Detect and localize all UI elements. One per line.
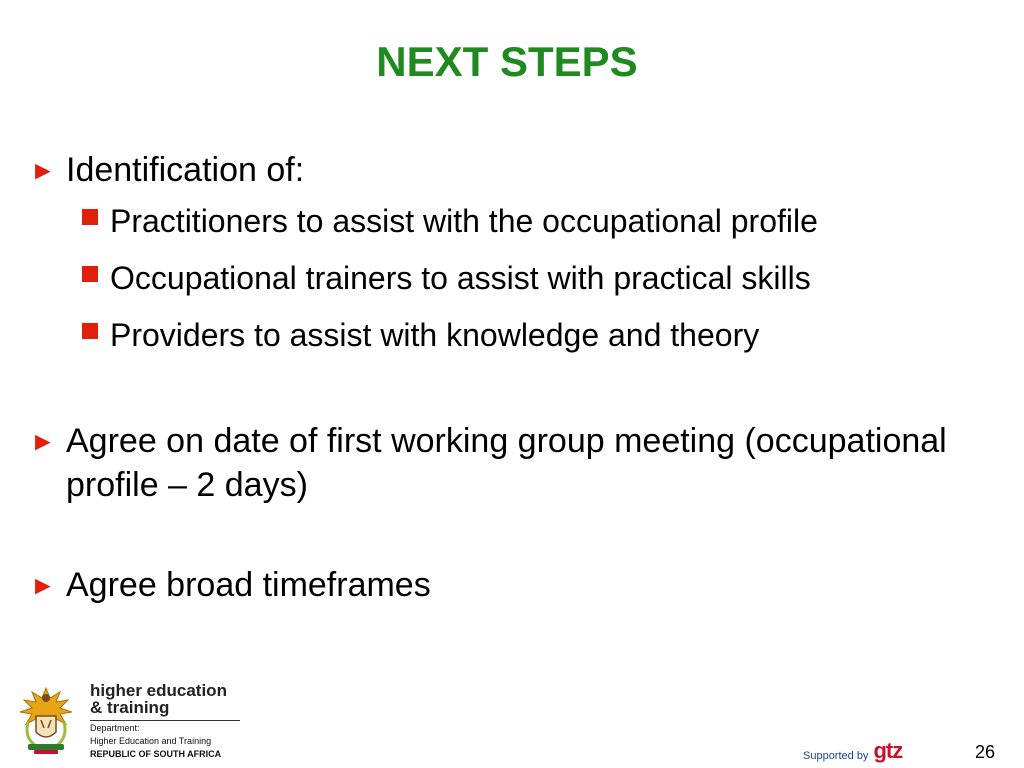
sub-bullet-providers xyxy=(82,314,1010,356)
sub-bullet-practitioners xyxy=(82,200,1010,242)
supported-by-label: Supported by xyxy=(803,750,869,762)
right-pointer-icon: ► xyxy=(30,570,56,600)
coat-of-arms-icon xyxy=(14,682,78,756)
sub-bullet-list xyxy=(82,200,1010,356)
logo-title-line2: & training xyxy=(90,698,170,717)
dept-name: Higher Education and Training xyxy=(90,736,212,746)
bullet-text: Identification of: xyxy=(66,151,305,189)
bullet-identification xyxy=(30,148,1010,192)
logo-text xyxy=(90,682,260,760)
logo-title-line1: higher education xyxy=(90,681,227,700)
sub-bullet-text: Practitioners to assist with the occupational profile xyxy=(110,203,818,239)
bullet-agree-date xyxy=(30,419,1010,507)
page-number: 26 xyxy=(975,742,996,762)
sub-bullet-text: Providers to assist with knowledge and theory xyxy=(110,317,760,353)
bullet-agree-timeframes xyxy=(30,563,1010,607)
country-name: REPUBLIC OF SOUTH AFRICA xyxy=(90,749,222,759)
bullet-text: Agree broad timeframes xyxy=(66,566,431,604)
gtz-logo: gtz xyxy=(873,738,903,763)
right-pointer-icon: ► xyxy=(30,426,56,456)
logo-divider xyxy=(90,720,240,721)
slide-title: NEXT STEPS xyxy=(376,38,638,85)
sub-bullet-trainers xyxy=(82,257,1010,299)
sub-bullet-text: Occupational trainers to assist with practical skills xyxy=(110,260,811,296)
dept-label: Department: xyxy=(90,723,140,733)
red-square-icon xyxy=(82,323,98,339)
supported-by xyxy=(803,740,902,762)
bullet-list xyxy=(30,148,1010,607)
department-logo xyxy=(14,681,254,759)
red-square-icon xyxy=(82,266,98,282)
bullet-text: Agree on date of first working group meeting (occupational profile – 2 days) xyxy=(66,422,947,504)
right-pointer-icon: ► xyxy=(30,155,56,185)
red-square-icon xyxy=(82,209,98,225)
